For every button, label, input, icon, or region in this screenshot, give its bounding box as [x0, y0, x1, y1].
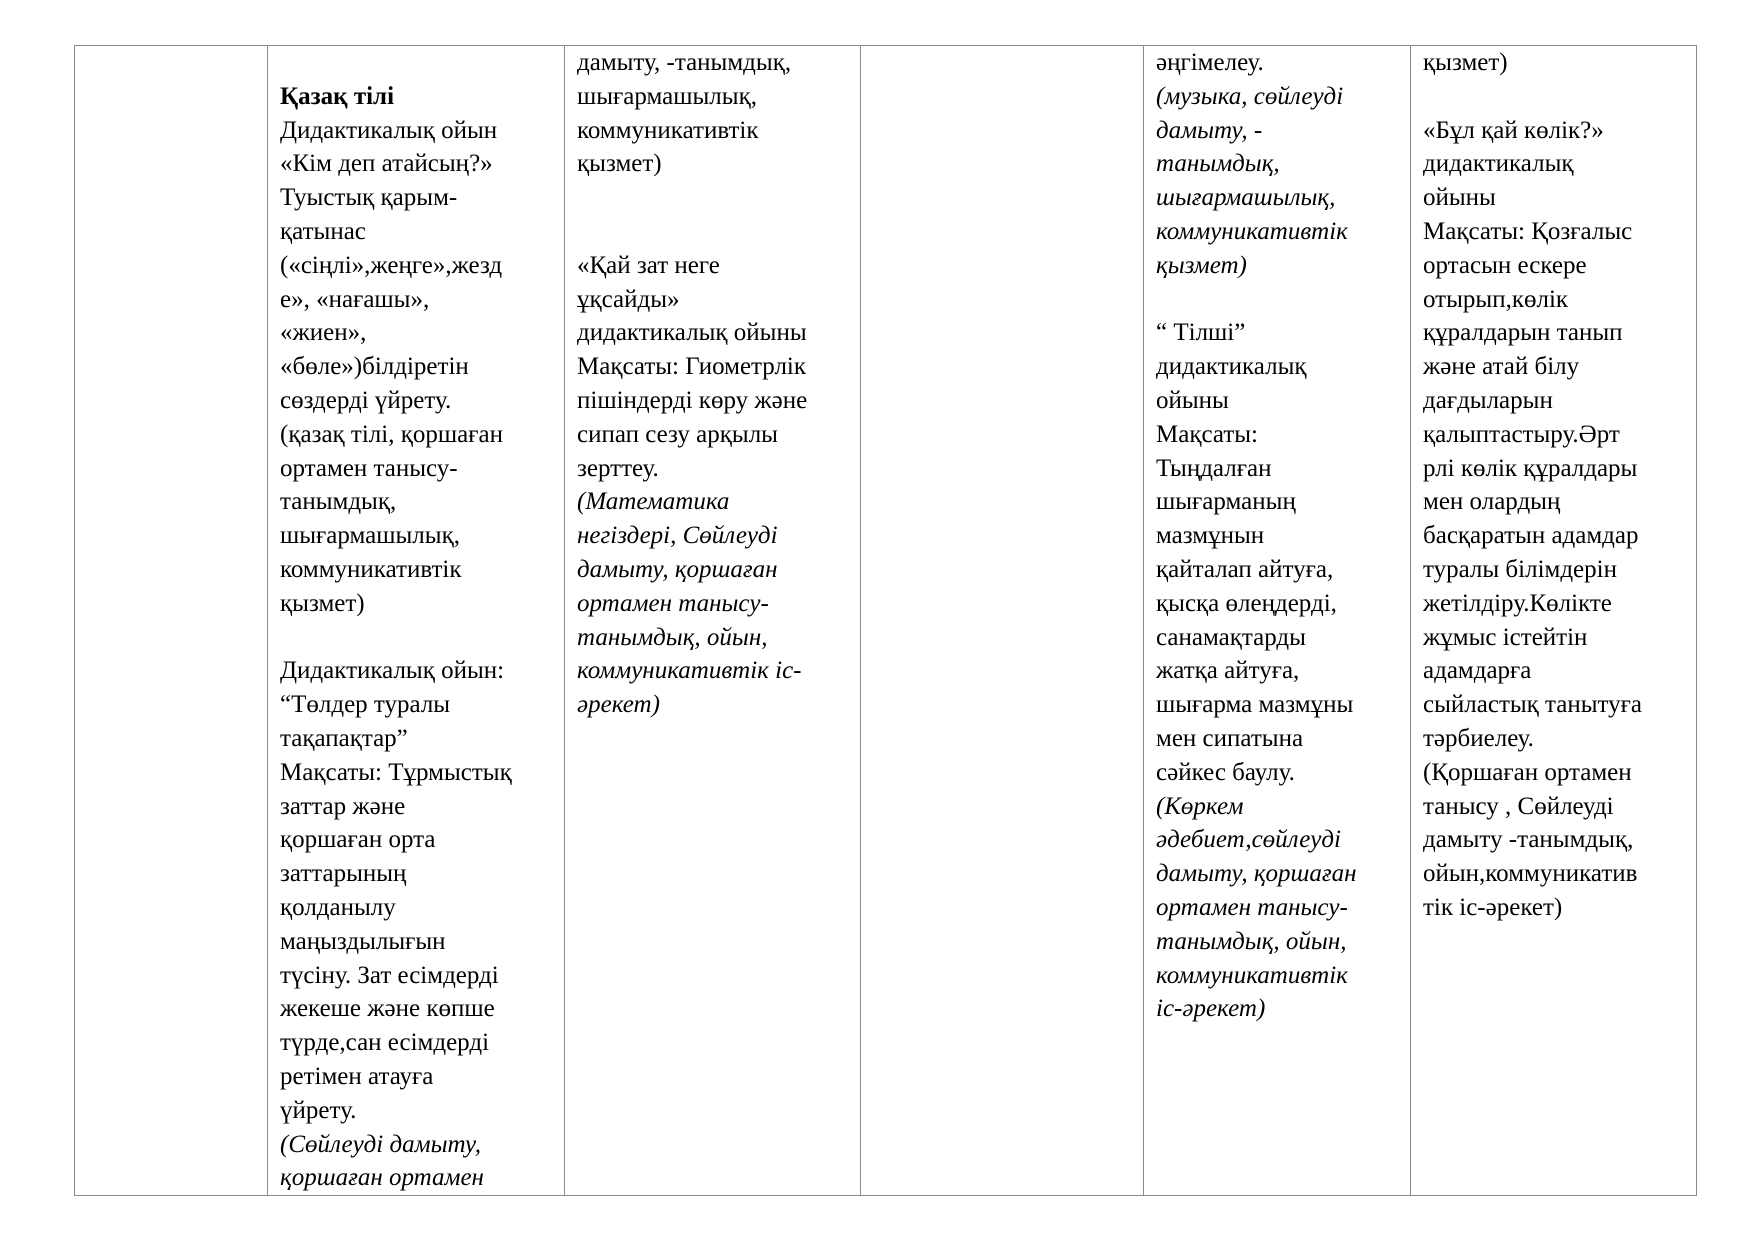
text-line: әңгімелеу. — [1156, 49, 1264, 76]
text-line: дамыту, қоршаған — [1156, 860, 1357, 888]
text-line: Қазақ тілі — [280, 82, 395, 110]
text-line: (қазақ тілі, қоршаған — [280, 420, 503, 448]
text-line: танымдық, — [280, 488, 397, 516]
text-line: (Сөйлеуді дамыту, — [280, 1130, 482, 1158]
text-line: танымдық, ойын, — [1156, 927, 1347, 955]
text-line: дамыту, -танымдық, — [577, 49, 792, 76]
text-line: жатқа айтуға, — [1156, 657, 1300, 685]
text-line: коммуникативтік — [577, 116, 759, 144]
text-line: қатынас — [280, 217, 366, 245]
table-cell-col6 — [1411, 46, 1697, 1196]
table-row — [75, 46, 1697, 1196]
text-line: Мақсаты: Гиометрлік — [577, 353, 807, 381]
text-line: әдебиет,сөйлеуді — [1156, 826, 1341, 854]
text-line — [280, 46, 560, 80]
text-line: дамыту, қоршаған — [577, 555, 778, 583]
text-line: маңыздылығын — [280, 927, 446, 955]
text-line: жұмыс істейтін — [1423, 623, 1588, 651]
text-line — [1423, 80, 1692, 114]
plan-table — [74, 45, 1697, 1196]
text-line: рлі көлік құралдары — [1423, 454, 1638, 482]
text-line: “Төлдер туралы — [280, 691, 451, 719]
text-line: қоршаған ортамен — [280, 1164, 484, 1192]
text-line: шығарма мазмұны — [1156, 691, 1354, 719]
text-line: тақапақтар” — [280, 724, 408, 752]
text-line: басқаратын адамдар — [1423, 522, 1639, 550]
text-line: коммуникативтік — [1156, 961, 1348, 989]
text-line: қоршаған орта — [280, 826, 436, 854]
text-line: санамақтарды — [1156, 623, 1306, 651]
text-line: Дидактикалық ойын — [280, 116, 498, 144]
text-line: (Математика — [577, 488, 730, 516]
text-line: Мақсаты: — [1156, 420, 1258, 448]
text-line: әрекет) — [577, 691, 660, 719]
text-line: шығармашылық, — [280, 522, 460, 550]
text-line: іс-әрекет) — [1156, 995, 1266, 1023]
text-line: «Қай зат неге — [577, 251, 720, 279]
text-line: (Көркем — [1156, 792, 1244, 820]
text-line: ұқсайды» — [577, 285, 680, 313]
text-line: қолданылу — [280, 893, 396, 921]
text-line: сәйкес баулу. — [1156, 758, 1295, 786]
text-line: Мақсаты: Қозғалыс — [1423, 217, 1633, 245]
text-line: негіздері, Сөйлеуді — [577, 522, 778, 550]
text-line — [577, 215, 856, 249]
text-line: заттарының — [280, 860, 407, 888]
text-line: «Кім деп атайсың?» — [280, 150, 493, 178]
table-cell-col4 — [861, 46, 1144, 1196]
text-line: Мақсаты: Тұрмыстық — [280, 758, 512, 786]
text-line: дидактикалық — [1156, 353, 1307, 381]
text-line: адамдарға — [1423, 657, 1532, 685]
text-line: дидактикалық — [1423, 150, 1574, 178]
text-line: қызмет) — [1156, 251, 1247, 279]
text-line: ойыны — [1423, 184, 1496, 212]
text-line: «жиен», — [280, 319, 367, 347]
text-line: (музыка, сөйлеуді — [1156, 82, 1344, 110]
text-line: қызмет) — [280, 589, 365, 617]
text-line: мазмұнын — [1156, 522, 1265, 550]
text-line: туралы білімдерін — [1423, 555, 1617, 583]
text-line: үйрету. — [280, 1096, 357, 1124]
text-line: “ Тілші” — [1156, 319, 1246, 347]
text-line: танымдық, — [1156, 150, 1280, 178]
text-line: ойын,коммуникатив — [1423, 860, 1638, 888]
text-line: ортамен танысу- — [1156, 893, 1348, 921]
text-line: қысқа өлеңдерді, — [1156, 589, 1337, 617]
text-line: ортамен танысу- — [280, 454, 458, 482]
text-line: жетілдіру.Көлікте — [1423, 589, 1612, 617]
text-line: қалыптастыру.Әрт — [1423, 420, 1620, 448]
text-line: танымдық, ойын, — [577, 623, 768, 651]
text-line: танысу , Сөйлеуді — [1423, 792, 1614, 820]
text-line: шығарманың — [1156, 488, 1296, 516]
text-line: ретімен атауға — [280, 1062, 434, 1090]
text-line: дамыту, - — [1156, 116, 1263, 144]
text-line: тік іс-әрекет) — [1423, 893, 1563, 921]
text-line: коммуникативтік — [1156, 217, 1348, 245]
text-line: сипап сезу арқылы — [577, 420, 778, 448]
text-line: сөздерді үйрету. — [280, 386, 452, 414]
text-line: құралдарын танып — [1423, 319, 1623, 347]
text-line: Дидактикалық ойын: — [280, 657, 505, 685]
text-line: коммуникативтік іс- — [577, 657, 802, 685]
text-line: (Қоршаған ортамен — [1423, 758, 1632, 786]
text-line: дамыту -танымдық, — [1423, 826, 1634, 854]
text-line: түсіну. Зат есімдерді — [280, 961, 499, 989]
text-line: ойыны — [1156, 386, 1229, 414]
text-line: шығармашылық, — [577, 82, 757, 110]
table-cell-col3 — [565, 46, 861, 1196]
text-line: отырып,көлік — [1423, 285, 1569, 313]
text-line: мен сипатына — [1156, 724, 1304, 752]
text-line: түрде,сан есімдерді — [280, 1029, 490, 1057]
text-line: («сіңлі»,жеңге»,жезд — [280, 251, 503, 279]
text-line: және атай білу — [1423, 353, 1580, 381]
text-line: е», «нағашы», — [280, 285, 430, 313]
text-line: қызмет) — [577, 150, 662, 178]
text-line: ортасын ескере — [1423, 251, 1587, 279]
text-line: ортамен танысу- — [577, 589, 769, 617]
table-cell-col1 — [75, 46, 268, 1196]
table-cell-col5 — [1144, 46, 1411, 1196]
text-line: дағдыларын — [1423, 386, 1553, 414]
text-line: «бөле»)білдіретін — [280, 353, 469, 381]
text-line: сыйластық танытуға — [1423, 691, 1643, 719]
text-line: коммуникативтік — [280, 555, 462, 583]
text-line: пішіндерді көру және — [577, 386, 808, 414]
text-line: заттар және — [280, 792, 406, 820]
text-line — [1156, 283, 1406, 317]
text-line: шығармашылық, — [1156, 184, 1336, 212]
text-line: «Бұл қай көлік?» — [1423, 116, 1604, 144]
table-cell-col2 — [268, 46, 565, 1196]
text-line — [280, 621, 560, 655]
text-line: тәрбиелеу. — [1423, 724, 1534, 752]
text-line: Тыңдалған — [1156, 454, 1272, 482]
text-line: қызмет) — [1423, 49, 1508, 76]
text-line: зерттеу. — [577, 454, 659, 482]
text-line — [577, 181, 856, 215]
text-line: мен олардың — [1423, 488, 1561, 516]
text-line: Туыстық қарым- — [280, 184, 458, 212]
text-line: қайталап айтуға, — [1156, 555, 1334, 583]
text-line: дидактикалық ойыны — [577, 319, 807, 347]
text-line: жекеше және көпше — [280, 995, 495, 1023]
